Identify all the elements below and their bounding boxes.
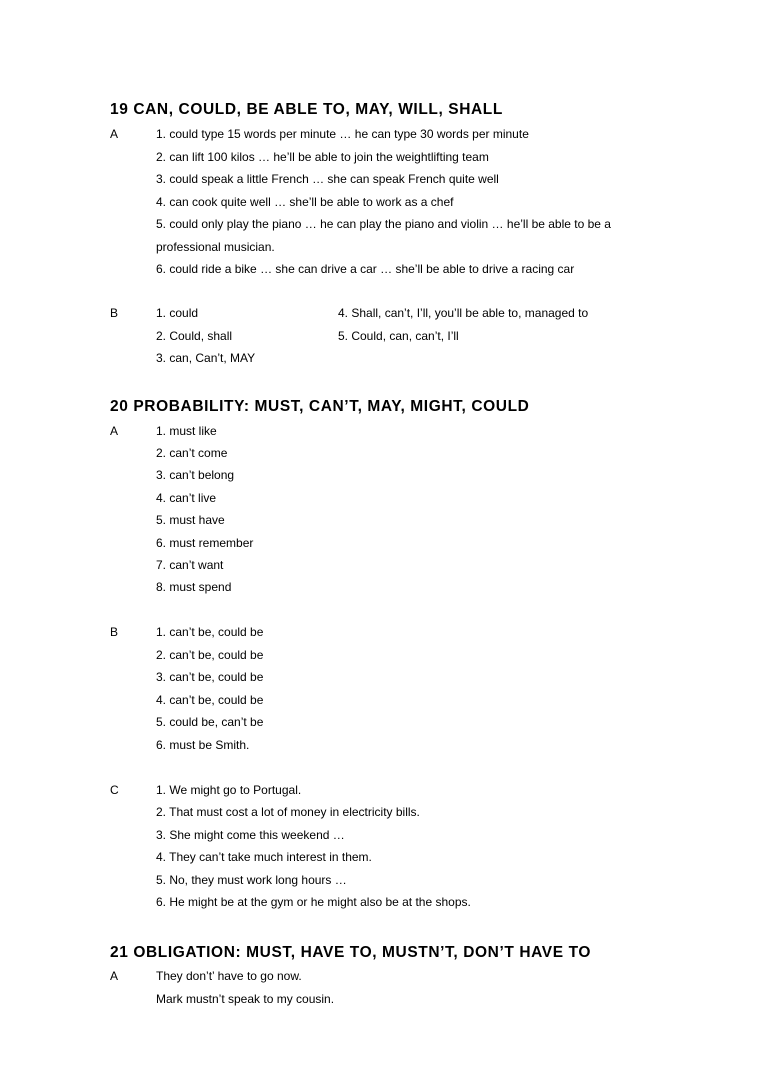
section-20-part-b-letter: B: [110, 625, 119, 639]
section-20-c-line-3: 3. She might come this weekend …: [156, 828, 345, 842]
section-19-a-line-1: 1. could type 15 words per minute … he can type 30 words per minute: [156, 127, 529, 141]
section-19-a-line-5-cont: professional musician.: [156, 240, 275, 254]
section-20-b-line-2: 2. can’t be, could be: [156, 648, 264, 662]
section-20-a-line-7: 7. can’t want: [156, 558, 224, 572]
section-20-b-line-1: 1. can’t be, could be: [156, 625, 264, 639]
section-19-part-b-letter: B: [110, 306, 119, 320]
section-21-a-line-2: Mark mustn’t speak to my cousin.: [156, 992, 335, 1006]
section-20-a-line-3: 3. can’t belong: [156, 468, 235, 482]
section-20-a-line-5: 5. must have: [156, 513, 225, 527]
section-20-c-line-2: 2. That must cost a lot of money in electricity bills.: [156, 805, 420, 819]
section-21-part-a-letter: A: [110, 969, 119, 983]
section-19-a-line-2: 2. can lift 100 kilos … he’ll be able to join the weightlifting team: [156, 150, 489, 164]
section-20-c-line-4: 4. They can’t take much interest in them.: [156, 850, 372, 864]
section-20-a-line-1: 1. must like: [156, 424, 217, 438]
section-20-c-line-5: 5. No, they must work long hours …: [156, 873, 347, 887]
section-20-a-line-2: 2. can’t come: [156, 446, 228, 460]
section-19-part-a-letter: A: [110, 127, 119, 141]
section-21-a-line-1: They don’t’ have to go now.: [156, 969, 302, 983]
section-19-b-line-3: 3. can, Can’t, MAY: [156, 351, 256, 365]
section-20-part-c-letter: C: [110, 783, 119, 797]
section-20-c-line-1: 1. We might go to Portugal.: [156, 783, 302, 797]
section-20-a-line-4: 4. can’t live: [156, 491, 217, 505]
section-19-a-line-6: 6. could ride a bike … she can drive a car … she’ll be able to drive a racing car: [156, 262, 575, 276]
section-20-a-line-6: 6. must remember: [156, 536, 254, 550]
section-20-b-line-6: 6. must be Smith.: [156, 738, 250, 752]
section-20-a-line-8: 8. must spend: [156, 580, 232, 594]
section-20-b-line-4: 4. can’t be, could be: [156, 693, 264, 707]
section-20-part-a-letter: A: [110, 424, 119, 438]
section-19-b-line-2: 2. Could, shall: [156, 329, 233, 343]
section-19-a-line-3: 3. could speak a little French … she can speak French quite well: [156, 172, 499, 186]
section-21-heading: 21 OBLIGATION: MUST, HAVE TO, MUSTN’T, DON’T HAVE TO: [110, 944, 592, 961]
section-19-b-line-5: 5. Could, can, can’t, I’ll: [338, 329, 459, 343]
section-19-b-line-1: 1. could: [156, 306, 199, 320]
section-20-c-line-6: 6. He might be at the gym or he might also be at the shops.: [156, 895, 471, 909]
section-19-a-line-5: 5. could only play the piano … he can play the piano and violin … he’ll be able to be a: [156, 217, 611, 231]
section-19-heading: 19 CAN, COULD, BE ABLE TO, MAY, WILL, SHALL: [110, 101, 503, 118]
section-19-b-line-4: 4. Shall, can’t, I’ll, you’ll be able to, managed to: [338, 306, 589, 320]
section-20-b-line-3: 3. can’t be, could be: [156, 670, 264, 684]
section-20-b-line-5: 5. could be, can’t be: [156, 715, 264, 729]
section-19-a-line-4: 4. can cook quite well … she’ll be able to work as a chef: [156, 195, 454, 209]
section-20-heading: 20 PROBABILITY: MUST, CAN’T, MAY, MIGHT, COULD: [110, 398, 530, 415]
